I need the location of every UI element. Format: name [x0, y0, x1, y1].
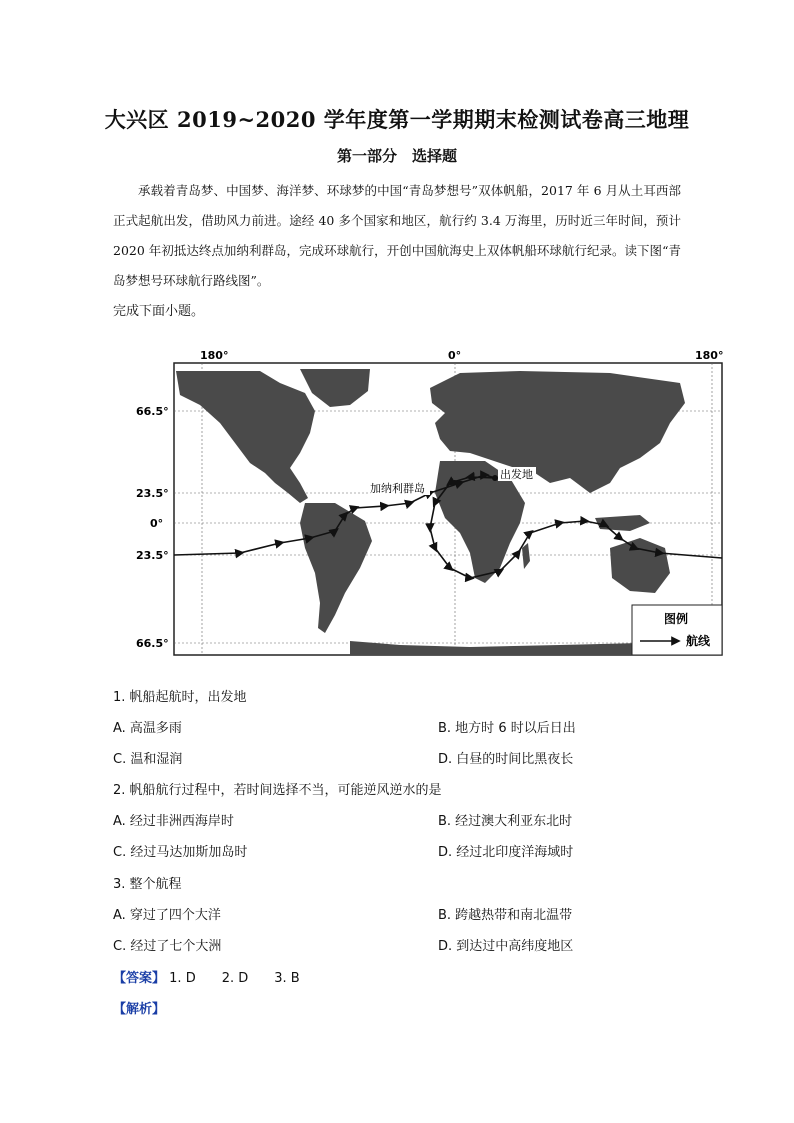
lon-label-center: 0°	[448, 349, 462, 362]
page-title: 大兴区 2019~2020 学年度第一学期期末检测试卷高三地理	[104, 107, 690, 132]
question-2-stem: 2. 帆船航行过程中，若时间选择不当，可能逆风逆水的是	[113, 783, 442, 798]
lat-label-235n: 23.5°	[136, 487, 169, 500]
start-point-marker	[492, 475, 498, 481]
q2-option-d[interactable]: D. 经过北印度洋海域时	[438, 845, 574, 860]
intro-paragraph: 承载着青岛梦、中国梦、海洋梦、环球梦的中国“青岛梦想号”双体帆船，2017 年 6 月从土耳西部正式起航出发，借助风力前进。途经 40 多个国家和地区，航行约 3.4 万海里，历时近三年时间，预计 2020 年初抵达终点加纳利群岛，完成环球航行，开创中国航海史上双体帆船环球航行纪录。读下图“青岛梦想号环球航行路线图”。	[113, 183, 681, 288]
q2-option-c[interactable]: C. 经过马达加斯加岛时	[113, 845, 248, 860]
world-route-map	[136, 343, 730, 663]
q3-option-c[interactable]: C. 经过了七个大洲	[113, 939, 222, 954]
lat-label-0: 0°	[150, 517, 164, 530]
q2-option-b[interactable]: B. 经过澳大利亚东北时	[438, 814, 573, 829]
lat-label-235s: 23.5°	[136, 549, 169, 562]
question-3-stem: 3. 整个航程	[113, 877, 182, 892]
answer-values: 1. D 2. D 3. B	[169, 971, 300, 986]
question-1-stem: 1. 帆船起航时，出发地	[113, 690, 247, 705]
q1-option-a[interactable]: A. 高温多雨	[113, 721, 182, 736]
legend-title: 图例	[664, 612, 689, 626]
lon-label-left: 180°	[200, 349, 229, 362]
label-start-point: 出发地	[500, 468, 533, 481]
q1-option-c[interactable]: C. 温和湿润	[113, 752, 183, 767]
answer-tag: 【答案】	[113, 971, 166, 986]
q3-option-b[interactable]: B. 跨越热带和南北温带	[438, 908, 573, 923]
q2-option-a[interactable]: A. 经过非洲西海岸时	[113, 814, 234, 829]
section-title: 第一部分 选择题	[336, 147, 457, 165]
legend-route-label: 航线	[686, 634, 711, 648]
lon-label-right: 180°	[695, 349, 724, 362]
lat-label-665s: 66.5°	[136, 637, 169, 650]
analysis-tag: 【解析】	[113, 1002, 166, 1017]
q3-option-d[interactable]: D. 到达过中高纬度地区	[438, 939, 574, 954]
answer-line	[113, 967, 300, 986]
q3-option-a[interactable]: A. 穿过了四个大洋	[113, 908, 221, 923]
lat-label-665n: 66.5°	[136, 405, 169, 418]
label-canary-islands: 加纳利群岛	[370, 482, 425, 495]
q1-option-d[interactable]: D. 白昼的时间比黑夜长	[438, 752, 574, 767]
q1-option-b[interactable]: B. 地方时 6 时以后日出	[438, 721, 576, 736]
prompt-text: 完成下面小题。	[113, 304, 205, 319]
